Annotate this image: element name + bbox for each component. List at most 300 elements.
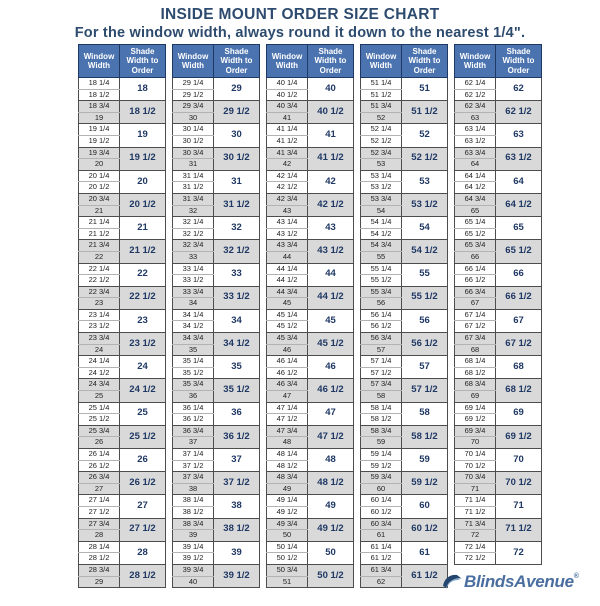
window-width-cell: 35 xyxy=(173,344,214,356)
window-width-cell: 63 xyxy=(455,112,496,124)
window-width-cell: 43 1/4 xyxy=(267,217,308,229)
shade-width-cell: 40 1/2 xyxy=(308,101,354,124)
shade-width-cell: 29 1/2 xyxy=(214,101,260,124)
shade-width-cell: 42 1/2 xyxy=(308,193,354,216)
window-width-cell: 20 1/4 xyxy=(79,170,120,182)
window-width-header: Window Width xyxy=(361,45,402,78)
window-width-cell: 37 xyxy=(173,437,214,449)
awning-icon xyxy=(442,573,462,594)
window-width-cell: 66 3/4 xyxy=(455,286,496,298)
window-width-cell: 61 xyxy=(361,530,402,542)
window-width-cell: 54 1/4 xyxy=(361,217,402,229)
shade-width-cell: 41 1/2 xyxy=(308,147,354,170)
window-width-cell: 26 xyxy=(79,437,120,449)
window-width-cell: 57 3/4 xyxy=(361,379,402,391)
window-width-cell: 27 3/4 xyxy=(79,518,120,530)
window-width-cell: 24 1/2 xyxy=(79,367,120,379)
shade-width-cell: 21 1/2 xyxy=(120,240,166,263)
window-width-cell: 54 3/4 xyxy=(361,240,402,252)
window-width-cell: 29 3/4 xyxy=(173,101,214,113)
window-width-cell: 38 xyxy=(173,483,214,495)
window-width-cell: 47 xyxy=(267,391,308,403)
page-title: INSIDE MOUNT ORDER SIZE CHART xyxy=(160,6,440,23)
shade-width-cell: 72 xyxy=(496,541,542,564)
shade-width-cell: 60 xyxy=(402,495,448,518)
window-width-cell: 21 3/4 xyxy=(79,240,120,252)
window-width-cell: 56 1/2 xyxy=(361,321,402,333)
size-table-1 xyxy=(78,44,166,588)
shade-width-cell: 62 1/2 xyxy=(496,101,542,124)
window-width-cell: 44 1/2 xyxy=(267,275,308,287)
size-chart-page xyxy=(0,6,600,591)
shade-width-cell: 39 1/2 xyxy=(214,564,260,587)
shade-width-cell: 62 xyxy=(496,78,542,101)
shade-width-cell: 36 1/2 xyxy=(214,425,260,448)
shade-width-cell: 28 1/2 xyxy=(120,564,166,587)
shade-width-cell: 18 1/2 xyxy=(120,101,166,124)
window-width-cell: 46 1/4 xyxy=(267,356,308,368)
window-width-cell: 48 1/2 xyxy=(267,460,308,472)
window-width-cell: 72 1/4 xyxy=(455,541,496,553)
window-width-cell: 65 1/2 xyxy=(455,228,496,240)
window-width-header: Window Width xyxy=(173,45,214,78)
window-width-cell: 45 3/4 xyxy=(267,333,308,345)
window-width-cell: 69 3/4 xyxy=(455,425,496,437)
window-width-cell: 34 1/2 xyxy=(173,321,214,333)
window-width-cell: 62 xyxy=(361,576,402,588)
shade-width-cell: 21 xyxy=(120,217,166,240)
window-width-cell: 59 1/4 xyxy=(361,449,402,461)
window-width-cell: 35 3/4 xyxy=(173,379,214,391)
window-width-cell: 68 3/4 xyxy=(455,379,496,391)
window-width-cell: 67 3/4 xyxy=(455,333,496,345)
shade-width-cell: 49 1/2 xyxy=(308,518,354,541)
window-width-header: Window Width xyxy=(79,45,120,78)
window-width-cell: 31 xyxy=(173,159,214,171)
window-width-cell: 57 1/4 xyxy=(361,356,402,368)
window-width-cell: 34 1/4 xyxy=(173,309,214,321)
window-width-cell: 27 xyxy=(79,483,120,495)
window-width-cell: 19 3/4 xyxy=(79,147,120,159)
window-width-cell: 52 3/4 xyxy=(361,147,402,159)
shade-width-cell: 22 1/2 xyxy=(120,286,166,309)
window-width-cell: 59 1/2 xyxy=(361,460,402,472)
window-width-cell: 49 3/4 xyxy=(267,518,308,530)
shade-width-cell: 22 xyxy=(120,263,166,286)
shade-width-cell: 55 1/2 xyxy=(402,286,448,309)
window-width-cell: 55 xyxy=(361,251,402,263)
window-width-cell: 40 1/4 xyxy=(267,78,308,90)
window-width-cell: 62 3/4 xyxy=(455,101,496,113)
window-width-cell: 40 1/2 xyxy=(267,89,308,101)
shade-width-cell: 38 1/2 xyxy=(214,518,260,541)
shade-width-cell: 57 1/2 xyxy=(402,379,448,402)
window-width-cell: 47 1/2 xyxy=(267,414,308,426)
page-subtitle: For the window width, always round it down to the nearest 1/4". xyxy=(74,25,526,41)
shade-width-cell: 64 xyxy=(496,170,542,193)
window-width-cell: 18 1/2 xyxy=(79,89,120,101)
window-width-cell: 26 1/4 xyxy=(79,449,120,461)
window-width-cell: 53 1/2 xyxy=(361,182,402,194)
window-width-cell: 44 3/4 xyxy=(267,286,308,298)
shade-width-cell: 43 xyxy=(308,217,354,240)
window-width-cell: 71 xyxy=(455,483,496,495)
window-width-cell: 35 1/4 xyxy=(173,356,214,368)
window-width-cell: 24 1/4 xyxy=(79,356,120,368)
shade-width-cell: 39 xyxy=(214,541,260,564)
window-width-cell: 20 xyxy=(79,159,120,171)
window-width-cell: 55 1/4 xyxy=(361,263,402,275)
shade-width-cell: 50 1/2 xyxy=(308,564,354,587)
window-width-cell: 55 1/2 xyxy=(361,275,402,287)
window-width-cell: 19 1/2 xyxy=(79,135,120,147)
window-width-cell: 33 xyxy=(173,251,214,263)
shade-width-cell: 34 1/2 xyxy=(214,333,260,356)
window-width-cell: 49 1/4 xyxy=(267,495,308,507)
window-width-cell: 68 xyxy=(455,344,496,356)
window-width-cell: 60 xyxy=(361,483,402,495)
window-width-cell: 28 xyxy=(79,530,120,542)
window-width-cell: 60 1/2 xyxy=(361,506,402,518)
window-width-cell: 39 xyxy=(173,530,214,542)
window-width-cell: 53 1/4 xyxy=(361,170,402,182)
window-width-cell: 19 xyxy=(79,112,120,124)
window-width-cell: 52 1/4 xyxy=(361,124,402,136)
shade-width-cell: 33 1/2 xyxy=(214,286,260,309)
window-width-cell: 42 1/4 xyxy=(267,170,308,182)
window-width-cell: 23 3/4 xyxy=(79,333,120,345)
shade-width-cell: 40 xyxy=(308,78,354,101)
window-width-header: Window Width xyxy=(455,45,496,78)
window-width-cell: 57 xyxy=(361,344,402,356)
window-width-cell: 29 1/2 xyxy=(173,89,214,101)
window-width-cell: 44 1/4 xyxy=(267,263,308,275)
window-width-cell: 41 xyxy=(267,112,308,124)
window-width-cell: 37 1/4 xyxy=(173,449,214,461)
window-width-cell: 46 3/4 xyxy=(267,379,308,391)
window-width-cell: 55 3/4 xyxy=(361,286,402,298)
shade-width-cell: 50 xyxy=(308,541,354,564)
window-width-cell: 40 3/4 xyxy=(267,101,308,113)
window-width-cell: 40 xyxy=(173,576,214,588)
shade-width-cell: 64 1/2 xyxy=(496,193,542,216)
window-width-cell: 37 3/4 xyxy=(173,472,214,484)
shade-width-cell: 53 1/2 xyxy=(402,193,448,216)
shade-width-cell: 47 1/2 xyxy=(308,425,354,448)
window-width-cell: 22 xyxy=(79,251,120,263)
window-width-cell: 43 1/2 xyxy=(267,228,308,240)
window-width-cell: 58 xyxy=(361,391,402,403)
shade-width-cell: 63 1/2 xyxy=(496,147,542,170)
window-width-cell: 31 3/4 xyxy=(173,193,214,205)
window-width-cell: 69 xyxy=(455,391,496,403)
window-width-cell: 32 1/2 xyxy=(173,228,214,240)
shade-width-cell: 65 1/2 xyxy=(496,240,542,263)
window-width-cell: 56 3/4 xyxy=(361,333,402,345)
window-width-cell: 68 1/2 xyxy=(455,367,496,379)
shade-width-cell: 52 1/2 xyxy=(402,147,448,170)
shade-width-cell: 48 xyxy=(308,449,354,472)
window-width-cell: 36 3/4 xyxy=(173,425,214,437)
shade-width-cell: 67 1/2 xyxy=(496,333,542,356)
window-width-cell: 26 1/2 xyxy=(79,460,120,472)
window-width-cell: 39 1/4 xyxy=(173,541,214,553)
shade-width-cell: 18 xyxy=(120,78,166,101)
window-width-cell: 64 3/4 xyxy=(455,193,496,205)
shade-width-cell: 35 1/2 xyxy=(214,379,260,402)
window-width-cell: 25 xyxy=(79,391,120,403)
window-width-cell: 20 1/2 xyxy=(79,182,120,194)
window-width-cell: 49 xyxy=(267,483,308,495)
shade-width-cell: 29 xyxy=(214,78,260,101)
window-width-cell: 65 xyxy=(455,205,496,217)
window-width-cell: 29 1/4 xyxy=(173,78,214,90)
window-width-cell: 27 1/2 xyxy=(79,506,120,518)
shade-width-cell: 66 1/2 xyxy=(496,286,542,309)
window-width-cell: 24 3/4 xyxy=(79,379,120,391)
window-width-cell: 66 1/4 xyxy=(455,263,496,275)
shade-width-cell: 32 1/2 xyxy=(214,240,260,263)
shade-width-cell: 56 1/2 xyxy=(402,333,448,356)
shade-width-cell: 67 xyxy=(496,309,542,332)
window-width-cell: 57 1/2 xyxy=(361,367,402,379)
shade-width-cell: 31 xyxy=(214,170,260,193)
window-width-cell: 70 3/4 xyxy=(455,472,496,484)
window-width-cell: 71 3/4 xyxy=(455,518,496,530)
window-width-cell: 33 3/4 xyxy=(173,286,214,298)
shade-width-cell: 54 1/2 xyxy=(402,240,448,263)
window-width-cell: 58 3/4 xyxy=(361,425,402,437)
window-width-cell: 30 3/4 xyxy=(173,147,214,159)
shade-width-cell: 20 1/2 xyxy=(120,193,166,216)
window-width-cell: 63 3/4 xyxy=(455,147,496,159)
shade-width-cell: 45 xyxy=(308,309,354,332)
shade-width-cell: 58 1/2 xyxy=(402,425,448,448)
window-width-cell: 54 1/2 xyxy=(361,228,402,240)
shade-width-cell: 44 1/2 xyxy=(308,286,354,309)
shade-width-cell: 36 xyxy=(214,402,260,425)
window-width-cell: 29 xyxy=(79,576,120,588)
window-width-cell: 28 1/4 xyxy=(79,541,120,553)
shade-width-cell: 24 xyxy=(120,356,166,379)
window-width-cell: 44 xyxy=(267,251,308,263)
shade-width-cell: 32 xyxy=(214,217,260,240)
shade-width-cell: 41 xyxy=(308,124,354,147)
shade-width-cell: 55 xyxy=(402,263,448,286)
window-width-cell: 31 1/4 xyxy=(173,170,214,182)
shade-width-cell: 54 xyxy=(402,217,448,240)
shade-width-cell: 51 xyxy=(402,78,448,101)
window-width-cell: 60 1/4 xyxy=(361,495,402,507)
shade-width-cell: 23 1/2 xyxy=(120,333,166,356)
window-width-cell: 62 1/2 xyxy=(455,89,496,101)
window-width-cell: 48 3/4 xyxy=(267,472,308,484)
shade-width-header: Shade Width to Order xyxy=(308,45,354,78)
window-width-cell: 56 1/4 xyxy=(361,309,402,321)
window-width-cell: 53 3/4 xyxy=(361,193,402,205)
shade-width-cell: 68 1/2 xyxy=(496,379,542,402)
shade-width-cell: 61 1/2 xyxy=(402,564,448,587)
shade-width-cell: 44 xyxy=(308,263,354,286)
size-table-2 xyxy=(172,44,260,588)
shade-width-cell: 69 xyxy=(496,402,542,425)
shade-width-cell: 53 xyxy=(402,170,448,193)
window-width-cell: 38 1/4 xyxy=(173,495,214,507)
shade-width-cell: 37 1/2 xyxy=(214,472,260,495)
shade-width-cell: 38 xyxy=(214,495,260,518)
window-width-cell: 46 xyxy=(267,344,308,356)
shade-width-cell: 35 xyxy=(214,356,260,379)
window-width-cell: 72 1/2 xyxy=(455,553,496,565)
window-width-cell: 47 1/4 xyxy=(267,402,308,414)
window-width-cell: 25 1/2 xyxy=(79,414,120,426)
shade-width-cell: 56 xyxy=(402,309,448,332)
size-table-5 xyxy=(454,44,542,565)
window-width-cell: 18 3/4 xyxy=(79,101,120,113)
window-width-cell: 51 xyxy=(267,576,308,588)
window-width-cell: 54 xyxy=(361,205,402,217)
shade-width-cell: 43 1/2 xyxy=(308,240,354,263)
window-width-cell: 42 1/2 xyxy=(267,182,308,194)
window-width-cell: 68 1/4 xyxy=(455,356,496,368)
window-width-cell: 36 1/2 xyxy=(173,414,214,426)
window-width-cell: 63 1/4 xyxy=(455,124,496,136)
window-width-cell: 28 1/2 xyxy=(79,553,120,565)
shade-width-cell: 47 xyxy=(308,402,354,425)
window-width-cell: 67 1/2 xyxy=(455,321,496,333)
shade-width-cell: 25 xyxy=(120,402,166,425)
window-width-cell: 22 3/4 xyxy=(79,286,120,298)
registered-mark: ® xyxy=(573,573,579,580)
window-width-cell: 23 1/4 xyxy=(79,309,120,321)
window-width-cell: 58 1/2 xyxy=(361,414,402,426)
shade-width-cell: 34 xyxy=(214,309,260,332)
window-width-cell: 36 xyxy=(173,391,214,403)
window-width-cell: 27 1/4 xyxy=(79,495,120,507)
shade-width-cell: 57 xyxy=(402,356,448,379)
window-width-cell: 41 1/2 xyxy=(267,135,308,147)
window-width-cell: 32 1/4 xyxy=(173,217,214,229)
window-width-cell: 21 1/2 xyxy=(79,228,120,240)
window-width-cell: 64 xyxy=(455,159,496,171)
window-width-cell: 69 1/4 xyxy=(455,402,496,414)
shade-width-cell: 68 xyxy=(496,356,542,379)
window-width-cell: 67 xyxy=(455,298,496,310)
shade-width-header: Shade Width to Order xyxy=(402,45,448,78)
window-width-cell: 34 3/4 xyxy=(173,333,214,345)
window-width-cell: 66 1/2 xyxy=(455,275,496,287)
shade-width-cell: 60 1/2 xyxy=(402,518,448,541)
window-width-cell: 41 1/4 xyxy=(267,124,308,136)
window-width-cell: 45 xyxy=(267,298,308,310)
shade-width-cell: 59 1/2 xyxy=(402,472,448,495)
shade-width-cell: 65 xyxy=(496,217,542,240)
window-width-cell: 43 xyxy=(267,205,308,217)
window-width-cell: 30 1/2 xyxy=(173,135,214,147)
shade-width-cell: 48 1/2 xyxy=(308,472,354,495)
window-width-cell: 38 3/4 xyxy=(173,518,214,530)
window-width-cell: 39 3/4 xyxy=(173,564,214,576)
window-width-cell: 36 1/4 xyxy=(173,402,214,414)
window-width-cell: 24 xyxy=(79,344,120,356)
shade-width-cell: 30 xyxy=(214,124,260,147)
brand-name: BlindsAvenue xyxy=(464,572,574,591)
window-width-cell: 72 xyxy=(455,530,496,542)
shade-width-cell: 24 1/2 xyxy=(120,379,166,402)
window-width-cell: 50 1/2 xyxy=(267,553,308,565)
shade-width-cell: 42 xyxy=(308,170,354,193)
shade-width-cell: 49 xyxy=(308,495,354,518)
window-width-cell: 32 3/4 xyxy=(173,240,214,252)
window-width-cell: 49 1/2 xyxy=(267,506,308,518)
shade-width-cell: 52 xyxy=(402,124,448,147)
window-width-cell: 69 1/2 xyxy=(455,414,496,426)
window-width-cell: 21 1/4 xyxy=(79,217,120,229)
window-width-cell: 48 xyxy=(267,437,308,449)
shade-width-cell: 59 xyxy=(402,449,448,472)
window-width-cell: 71 1/2 xyxy=(455,506,496,518)
window-width-cell: 19 1/4 xyxy=(79,124,120,136)
window-width-cell: 59 3/4 xyxy=(361,472,402,484)
shade-width-cell: 26 1/2 xyxy=(120,472,166,495)
window-width-cell: 45 1/2 xyxy=(267,321,308,333)
window-width-cell: 30 1/4 xyxy=(173,124,214,136)
window-width-cell: 33 1/4 xyxy=(173,263,214,275)
window-width-cell: 32 xyxy=(173,205,214,217)
window-width-cell: 30 xyxy=(173,112,214,124)
window-width-cell: 43 3/4 xyxy=(267,240,308,252)
shade-width-cell: 71 xyxy=(496,495,542,518)
size-table-3 xyxy=(266,44,354,588)
window-width-cell: 33 1/2 xyxy=(173,275,214,287)
window-width-cell: 28 3/4 xyxy=(79,564,120,576)
shade-width-cell: 61 xyxy=(402,541,448,564)
shade-width-cell: 30 1/2 xyxy=(214,147,260,170)
window-width-cell: 63 1/2 xyxy=(455,135,496,147)
shade-width-cell: 25 1/2 xyxy=(120,425,166,448)
shade-width-cell: 20 xyxy=(120,170,166,193)
shade-width-cell: 66 xyxy=(496,263,542,286)
window-width-cell: 65 1/4 xyxy=(455,217,496,229)
window-width-cell: 34 xyxy=(173,298,214,310)
shade-width-cell: 23 xyxy=(120,309,166,332)
window-width-cell: 52 1/2 xyxy=(361,135,402,147)
window-width-cell: 62 1/4 xyxy=(455,78,496,90)
window-width-cell: 51 3/4 xyxy=(361,101,402,113)
window-width-cell: 70 1/4 xyxy=(455,449,496,461)
shade-width-cell: 19 1/2 xyxy=(120,147,166,170)
shade-width-cell: 70 1/2 xyxy=(496,472,542,495)
window-width-cell: 20 3/4 xyxy=(79,193,120,205)
window-width-cell: 61 1/2 xyxy=(361,553,402,565)
window-width-cell: 42 xyxy=(267,159,308,171)
window-width-cell: 23 xyxy=(79,298,120,310)
window-width-cell: 21 xyxy=(79,205,120,217)
shade-width-cell: 27 1/2 xyxy=(120,518,166,541)
window-width-cell: 71 1/4 xyxy=(455,495,496,507)
window-width-cell: 70 xyxy=(455,437,496,449)
window-width-cell: 37 1/2 xyxy=(173,460,214,472)
window-width-cell: 46 1/2 xyxy=(267,367,308,379)
size-table-4 xyxy=(360,44,448,588)
window-width-cell: 50 3/4 xyxy=(267,564,308,576)
window-width-cell: 23 1/2 xyxy=(79,321,120,333)
window-width-cell: 35 1/2 xyxy=(173,367,214,379)
window-width-cell: 56 xyxy=(361,298,402,310)
shade-width-cell: 69 1/2 xyxy=(496,425,542,448)
window-width-cell: 61 3/4 xyxy=(361,564,402,576)
window-width-cell: 38 1/2 xyxy=(173,506,214,518)
